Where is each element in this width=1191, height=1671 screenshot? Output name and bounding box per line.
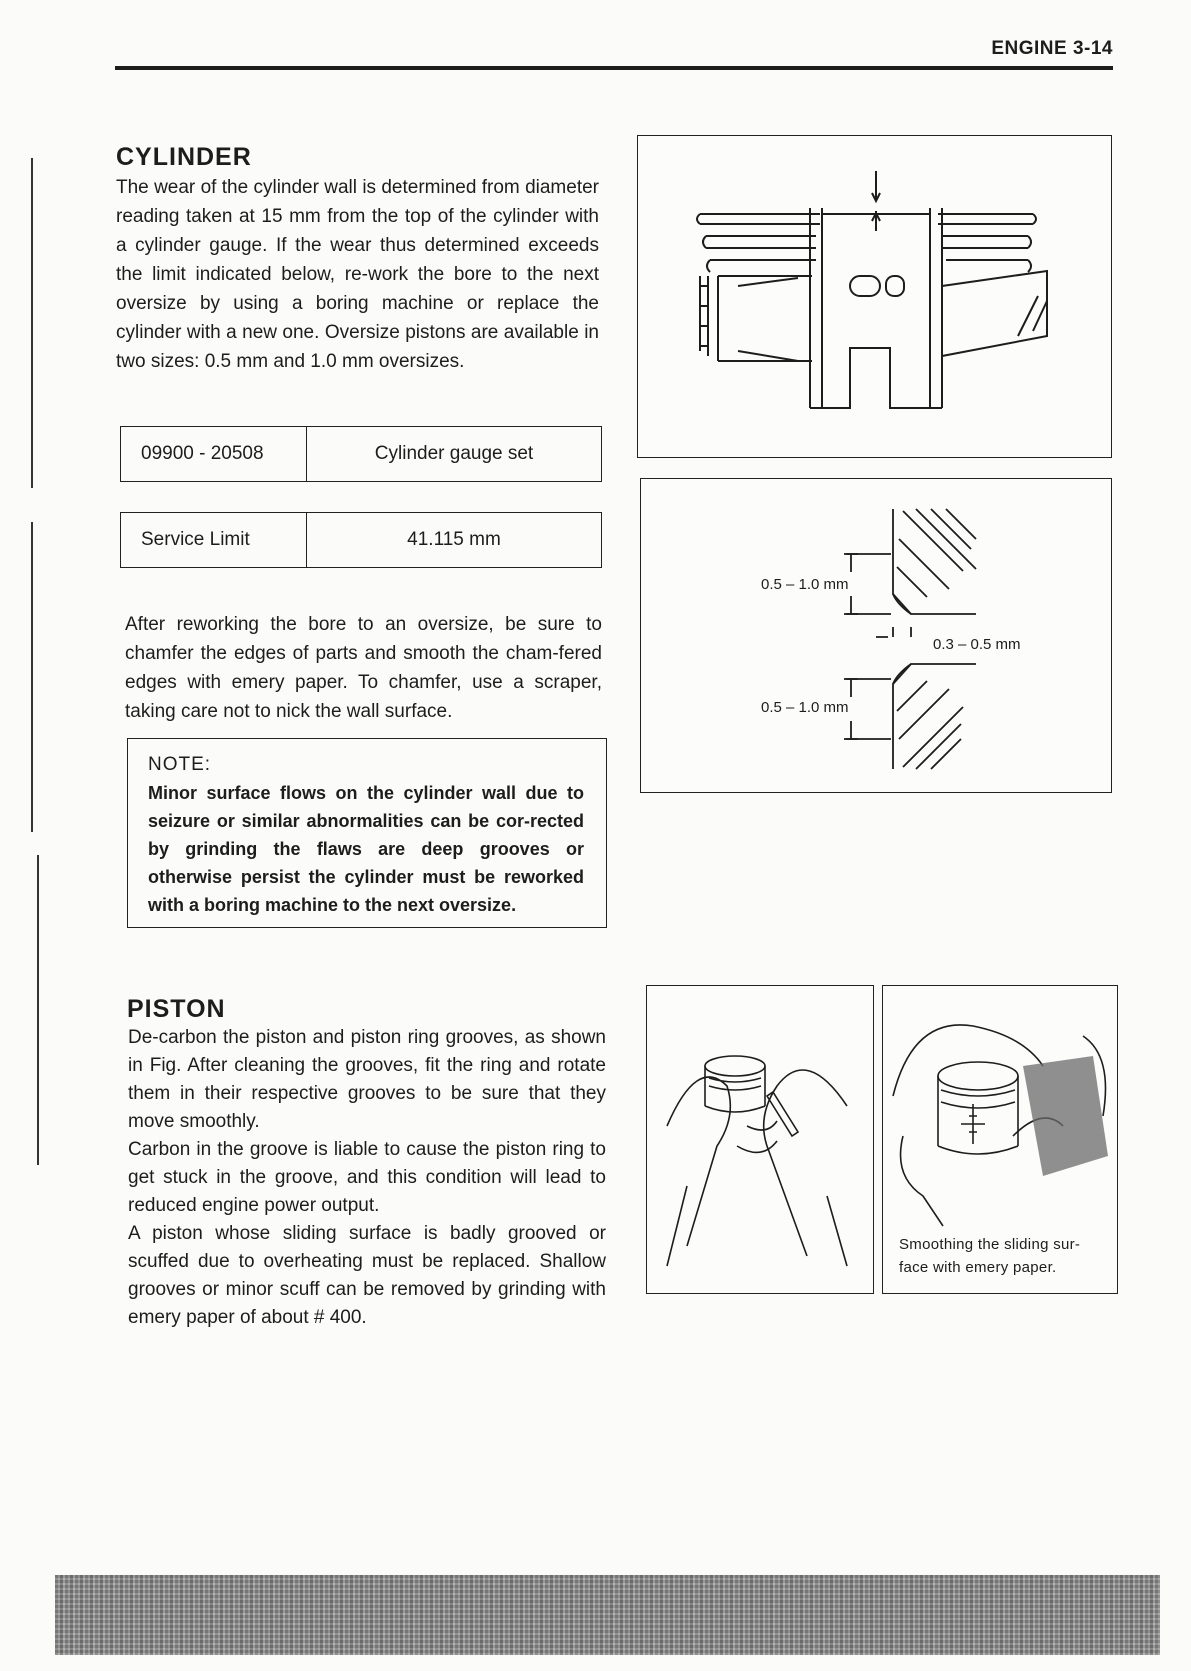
chamfer-paragraph (125, 610, 602, 726)
emery-paper-smoothing-drawing (883, 986, 1117, 1231)
cylinder-section-title: CYLINDER (116, 143, 252, 171)
service-limit-label: Service Limit (121, 513, 307, 568)
margin-bracket (37, 855, 39, 1165)
emery-paper-figure (882, 985, 1118, 1294)
chamfer-text: After reworking the bore to an oversize, be sure to chamfer the edges of parts and smooth the cham-fered edges with emery paper. To chamfer, use a scraper, taking care not to nick the wall surface. (125, 614, 602, 722)
cylinder-intro-text: The wear of the cylinder wall is determined from diameter reading taken at 15 mm from the top of the cylinder with a cylinder gauge. If the wear thus determined exceeds the limit indicated below, re-work the bore to the next oversize by using a boring machine or replace the cylinder with a new one. Oversize pistons are available in two sizes: 0.5 mm and 1.0 mm oversizes. (116, 177, 599, 372)
piston-paragraph-3: A piston whose sliding surface is badly grooved or scuffed due to overheating must be replaced. Shallow grooves or minor scuff can be removed by grinding with emery paper of about # 400. (128, 1223, 606, 1328)
tool-description: Cylinder gauge set (307, 427, 602, 482)
decarbon-piston-figure (646, 985, 874, 1294)
piston-paragraphs (128, 1024, 606, 1332)
cylinder-paragraph (116, 173, 599, 376)
margin-bracket (31, 158, 33, 488)
emery-paper-sheet (1023, 1056, 1108, 1176)
emery-caption: Smoothing the sliding sur-face with emery paper. (899, 1236, 1081, 1276)
page-header-title: ENGINE 3-14 (991, 38, 1113, 59)
piston-paragraph-1: De-carbon the piston and piston ring grooves, as shown in Fig. After cleaning the grooves, fit the ring and rotate them in their respective grooves to be sure that they move smoothly. (128, 1027, 606, 1132)
cylinder-diagram (637, 135, 1112, 458)
tool-table (120, 426, 602, 482)
cylinder-cross-section-drawing (638, 136, 1111, 457)
piston-section-title: PISTON (127, 995, 226, 1023)
service-limit-table (120, 512, 602, 568)
note-title: NOTE: (148, 754, 212, 775)
header-rule (115, 66, 1113, 70)
gap-dimension: 0.3 – 0.5 mm (933, 636, 1021, 653)
hands-cleaning-piston-drawing (647, 986, 873, 1293)
service-limit-value: 41.115 mm (307, 513, 602, 568)
note-box (127, 738, 607, 928)
lower-chamfer-dimension: 0.5 – 1.0 mm (761, 699, 849, 716)
scan-edge-band (55, 1575, 1160, 1655)
chamfer-drawing (641, 479, 1111, 792)
tool-part-number: 09900 - 20508 (121, 427, 307, 482)
upper-chamfer-dimension: 0.5 – 1.0 mm (761, 576, 849, 593)
margin-bracket (31, 522, 33, 832)
chamfer-diagram (640, 478, 1112, 793)
note-text: Minor surface flows on the cylinder wall due to seizure or similar abnormalities can be cor-rected by grinding the flaws are deep grooves or otherwise persist the cylinder must be reworked with a boring machine to the next oversize. (148, 783, 584, 915)
piston-paragraph-2: Carbon in the groove is liable to cause the piston ring to get stuck in the groove, and this condition will lead to reduced engine power output. (128, 1139, 606, 1216)
